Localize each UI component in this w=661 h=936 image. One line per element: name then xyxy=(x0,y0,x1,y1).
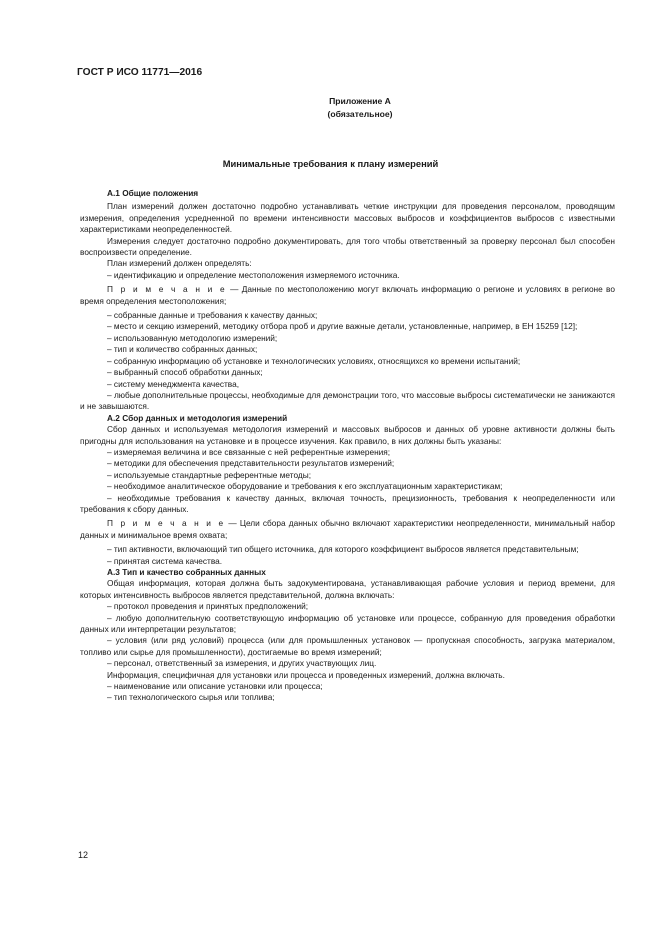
list-item: – персонал, ответственный за измерения, и других участвующих лиц. xyxy=(107,658,377,669)
note-label: П р и м е ч а н и е xyxy=(107,284,227,295)
list-item: – идентификацию и определение местоположения измеряемого источника. xyxy=(107,269,400,280)
document-body xyxy=(80,188,615,704)
list-item: – наименование или описание установки или процесса; xyxy=(107,681,323,692)
annex-title: Приложение А xyxy=(329,96,391,106)
note xyxy=(80,518,615,541)
section-a2-heading: А.2 Сбор данных и методология измерений xyxy=(107,412,288,423)
list-item: – условия (или ряд условий) процесса (или для промышленных установок — пропускная способность, загрузка материалом, топливо или сырье для промышленности), достигаемые во время измерений; xyxy=(80,635,615,657)
list-item: – собранные данные и требования к качеству данных; xyxy=(107,310,318,321)
paragraph: План измерений должен определять: xyxy=(107,258,252,269)
note-label: П р и м е ч а н и е xyxy=(107,518,226,529)
paragraph: Информация, специфичная для установки или процесса и проведенных измерений, должна включать. xyxy=(107,669,505,680)
list-item: – необходимые требования к качеству данных, включая точность, прецизионность, требования к неопределенности или требования к сбору данных. xyxy=(80,492,615,514)
standard-header: ГОСТ Р ИСО 11771—2016 xyxy=(77,67,203,78)
list-item: – любые дополнительные процессы, необходимые для демонстрации того, что массовые выбросы систематически не занижаются и не завышаются. xyxy=(80,389,615,412)
list-item: – собранную информацию об установке и технологических условиях, относящихся ко времени испытаний; xyxy=(107,355,521,366)
paragraph: План измерений должен достаточно подробно устанавливать четкие инструкции для проведения персоналом, проводящим измерения, определения усредненной по времени интенсивности массовых выбросов и коэффициентов выбросов с известными характеристиками неопределенностей. xyxy=(80,201,615,235)
list-item: – протокол проведения и принятых предположений; xyxy=(107,601,309,612)
paragraph: Общая информация, которая должна быть задокументирована, устанавливающая рабочие условия и период времени, для которых интенсивность выбросов является представительной, должна включать: xyxy=(80,578,615,600)
annex-label xyxy=(306,95,414,120)
list-item: – использованную методологию измерений; xyxy=(107,332,278,343)
list-item: – тип технологического сырья или топлива; xyxy=(107,692,275,703)
note-text: — Цели сбора данных обычно включают характеристики неопределенности, минимальный набор данных и минимальное время охвата; xyxy=(80,518,615,540)
list-item: – место и секцию измерений, методику отбора проб и другие важные детали, установленные, например, в ЕН 15259 [12]; xyxy=(107,321,578,332)
page-number: 12 xyxy=(78,850,89,860)
list-item: – любую дополнительную соответствующую информацию об установке или процессе, собранную для проведения обработки данных или интерпретации результатов; xyxy=(80,612,615,635)
list-item: – используемые стандартные референтные методы; xyxy=(107,469,311,480)
paragraph: Сбор данных и используемая методология измерений и массовых выбросов и данных об уровне активности должны быть пригодны для использования на установке и в процессе изучения. Как правило, в них должны быть указаны: xyxy=(80,424,615,446)
list-item: – измеряемая величина и все связанные с ней референтные измерения; xyxy=(107,446,391,457)
list-item: – необходимое аналитическое оборудование и требования к его эксплуатационным характеристикам; xyxy=(107,481,503,492)
list-item: – тип активности, включающий тип общего источника, для которого коэффициент выбросов является представительным; xyxy=(107,544,579,555)
paragraph: Измерения следует достаточно подробно документировать, для того чтобы ответственный за проверку персонал был способен воспроизвести определение. xyxy=(80,235,615,258)
list-item: – принятая система качества. xyxy=(107,555,223,566)
note xyxy=(80,284,615,307)
note-text: — Данные по местоположению могут включать информацию о регионе и условиях в регионе во время определения местоположения; xyxy=(80,284,615,306)
list-item: – систему менеджмента качества, xyxy=(107,378,240,389)
list-item: – тип и количество собранных данных; xyxy=(107,344,258,355)
list-item: – методики для обеспечения представительности результатов измерений; xyxy=(107,458,395,469)
list-item: – выбранный способ обработки данных; xyxy=(107,367,263,378)
annex-heading: Минимальные требования к плану измерений xyxy=(222,158,439,169)
section-a3-heading: А.3 Тип и качество собранных данных xyxy=(107,567,266,577)
annex-status: (обязательное) xyxy=(327,108,393,119)
section-a1-heading: А.1 Общие положения xyxy=(107,188,199,198)
